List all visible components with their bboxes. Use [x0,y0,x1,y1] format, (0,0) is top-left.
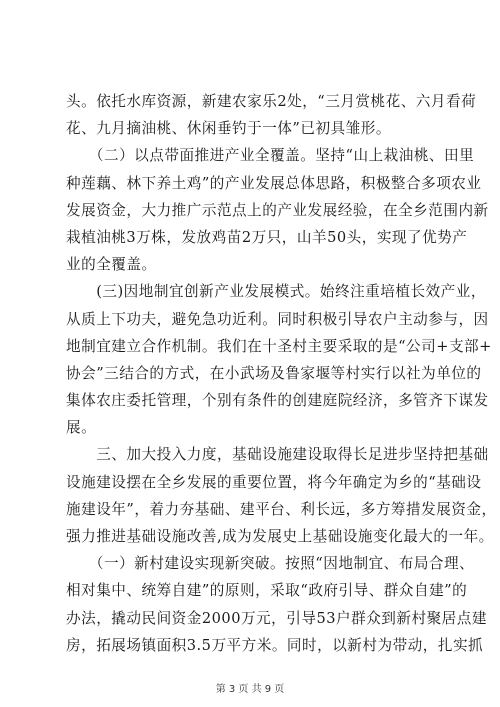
text-line: 设施建设摆在全乡发展的重要位置，将今年确定为乡的“基础设 [66,473,482,491]
text-line: 办法，撬动民间资金2000万元，引导53户群众到新村聚居点建 [66,609,487,627]
text-line: 业的全覆盖。 [66,256,157,274]
text-line: 展。 [66,419,97,437]
text-line: 强力推进基础设施改善,成为发展史上基础设施变化最大的一年。 [66,528,494,545]
text-line: 房，拓展场镇面积3.5万平方米。同时，以新村为带动，扎实抓 [66,636,484,654]
text-line: 发展资金，大力推广示范点上的产业发展经验，在全乡范围内新 [66,201,489,219]
text-line: 施建设年”，着力夯基础、建平台、利长远，多方筹措发展资金， [66,500,497,518]
text-line: （一）新村建设实现新突破。按照“因地制宜、布局合理、 [66,555,475,573]
text-line: (三)因地制宜创新产业发展模式。始终注重培植长效产业， [66,283,486,301]
text-line: 从质上下功夫，避免急功近利。同时积极引导农户主动参与，因 [66,310,489,328]
text-line: 集体农庄委托管理，个别有条件的创建庭院经济，多管齐下谋发 [66,392,489,410]
body-text [66,88,497,659]
text-line: 三、加大投入力度，基础设施建设取得长足进步坚持把基础 [66,446,489,464]
page-footer: 第 3 页 共 9 页 [215,684,285,695]
text-line: 相对集中、统筹自建”的原则，采取“政府引导、群众自建”的 [66,582,468,600]
text-line: 地制宜建立合作机制。我们在十圣村主要采取的是“公司+支部+ [66,337,492,355]
text-line: 栽植油桃3万株，发放鸡苗2万只，山羊50头，实现了优势产 [66,228,468,246]
text-line: （二）以点带面推进产业全覆盖。坚持“山上栽油桃、田里 [66,147,475,165]
text-line: 头。依托水库资源，新建农家乐2处，“三月赏桃花、六月看荷 [66,93,477,110]
text-line: 种莲藕、林下养土鸡”的产业发展总体思路，积极整合多项农业 [66,174,482,192]
text-line: 花、九月摘油桃、休闲垂钓于一体”已初具雏形。 [66,120,391,138]
text-line: 协会”三结合的方式，在小武场及鲁家堰等村实行以社为单位的 [66,364,482,382]
